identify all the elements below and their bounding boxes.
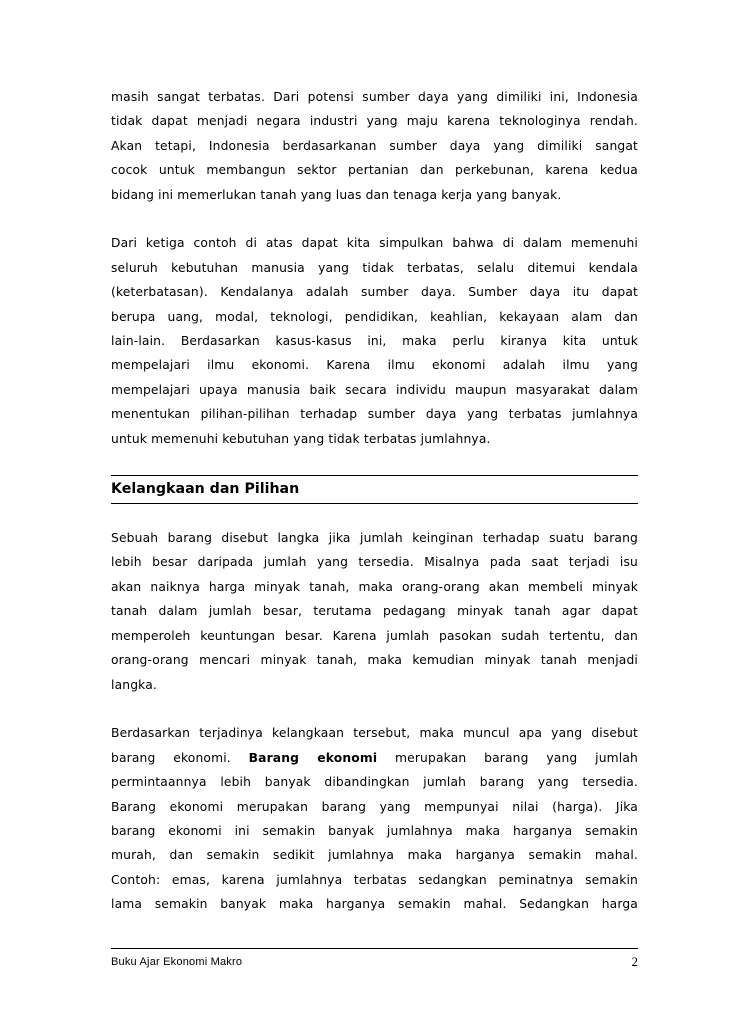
text-line: Contoh: emas, karena jumlahnya terbatas sedangkan peminatnya semakin	[111, 872, 638, 887]
text-line	[111, 746, 638, 770]
text-line: murah, dan semakin sedikit jumlahnya maka harganya semakin mahal.	[111, 848, 638, 863]
paragraph-gap	[111, 697, 638, 721]
text-line: menentukan pilihan-pilihan terhadap sumber daya yang terbatas jumlahnya	[111, 407, 638, 422]
text-line: langka.	[111, 677, 157, 692]
page-content	[111, 85, 638, 917]
text-line: masih sangat terbatas. Dari potensi sumber daya yang dimiliki ini, Indonesia	[111, 90, 638, 104]
text-line: mempelajari ilmu ekonomi. Karena ilmu ekonomi adalah ilmu yang	[111, 358, 638, 373]
text-line: Barang ekonomi merupakan barang yang mempunyai nilai (harga). Jika	[111, 799, 638, 814]
paragraph-gap	[111, 504, 638, 526]
text-line: lebih besar daripada jumlah yang tersedia. Misalnya pada saat terjadi isu	[111, 555, 638, 570]
text-line: Sebuah barang disebut langka jika jumlah keinginan terhadap suatu barang	[111, 531, 638, 546]
text-line: Akan tetapi, Indonesia berdasarkanan sumber daya yang dimiliki sangat	[111, 138, 638, 153]
paragraph-2	[111, 231, 638, 451]
footer-book-title: Buku Ajar Ekonomi Makro	[111, 956, 243, 968]
text-line: bidang ini memerlukan tanah yang luas dan tenaga kerja yang banyak.	[111, 187, 562, 202]
text-line: cocok untuk membangun sektor pertanian dan perkebunan, karena kedua	[111, 163, 638, 178]
paragraph-1	[111, 85, 638, 207]
text-run: barang ekonomi.	[111, 750, 249, 765]
text-line: permintaannya lebih banyak dibandingkan jumlah barang yang tersedia.	[111, 775, 638, 790]
text-line: lain-lain. Berdasarkan kasus-kasus ini, maka perlu kiranya kita untuk	[111, 334, 638, 349]
section-heading: Kelangkaan dan Pilihan	[111, 481, 300, 498]
text-line: seluruh kebutuhan manusia yang tidak terbatas, selalu ditemui kendala	[111, 260, 638, 275]
text-line: Berdasarkan terjadinya kelangkaan tersebut, maka muncul apa yang disebut	[111, 726, 638, 741]
text-line: untuk memenuhi kebutuhan yang tidak terbatas jumlahnya.	[111, 431, 491, 446]
text-line: tidak dapat menjadi negara industri yang maju karena teknologinya rendah.	[111, 114, 638, 129]
text-line: memperoleh keuntungan besar. Karena jumlah pasokan sudah tertentu, dan	[111, 628, 638, 643]
page-footer	[111, 948, 638, 969]
text-run: merupakan barang yang jumlah	[377, 750, 638, 765]
text-line: orang-orang mencari minyak tanah, maka kemudian minyak tanah menjadi	[111, 653, 638, 668]
bold-term: Barang ekonomi	[248, 750, 378, 765]
text-line: lama semakin banyak maka harganya semakin mahal. Sedangkan harga	[111, 897, 638, 912]
text-line: Dari ketiga contoh di atas dapat kita simpulkan bahwa di dalam memenuhi	[111, 236, 638, 251]
text-line: berupa uang, modal, teknologi, pendidikan, keahlian, kekayaan alam dan	[111, 309, 638, 324]
text-line: mempelajari upaya manusia baik secara individu maupun masyarakat dalam	[111, 382, 638, 397]
paragraph-gap	[111, 451, 638, 475]
paragraph-4	[111, 721, 638, 916]
text-line: tanah dalam jumlah besar, terutama pedagang minyak tanah agar dapat	[111, 604, 638, 619]
paragraph-3	[111, 526, 638, 697]
footer-page-number: 2	[631, 954, 638, 969]
text-line: (keterbatasan). Kendalanya adalah sumber daya. Sumber daya itu dapat	[111, 285, 638, 300]
text-line: barang ekonomi ini semakin banyak jumlahnya maka harganya semakin	[111, 823, 638, 838]
paragraph-gap	[111, 207, 638, 231]
text-line: akan naiknya harga minyak tanah, maka orang-orang akan membeli minyak	[111, 579, 638, 594]
